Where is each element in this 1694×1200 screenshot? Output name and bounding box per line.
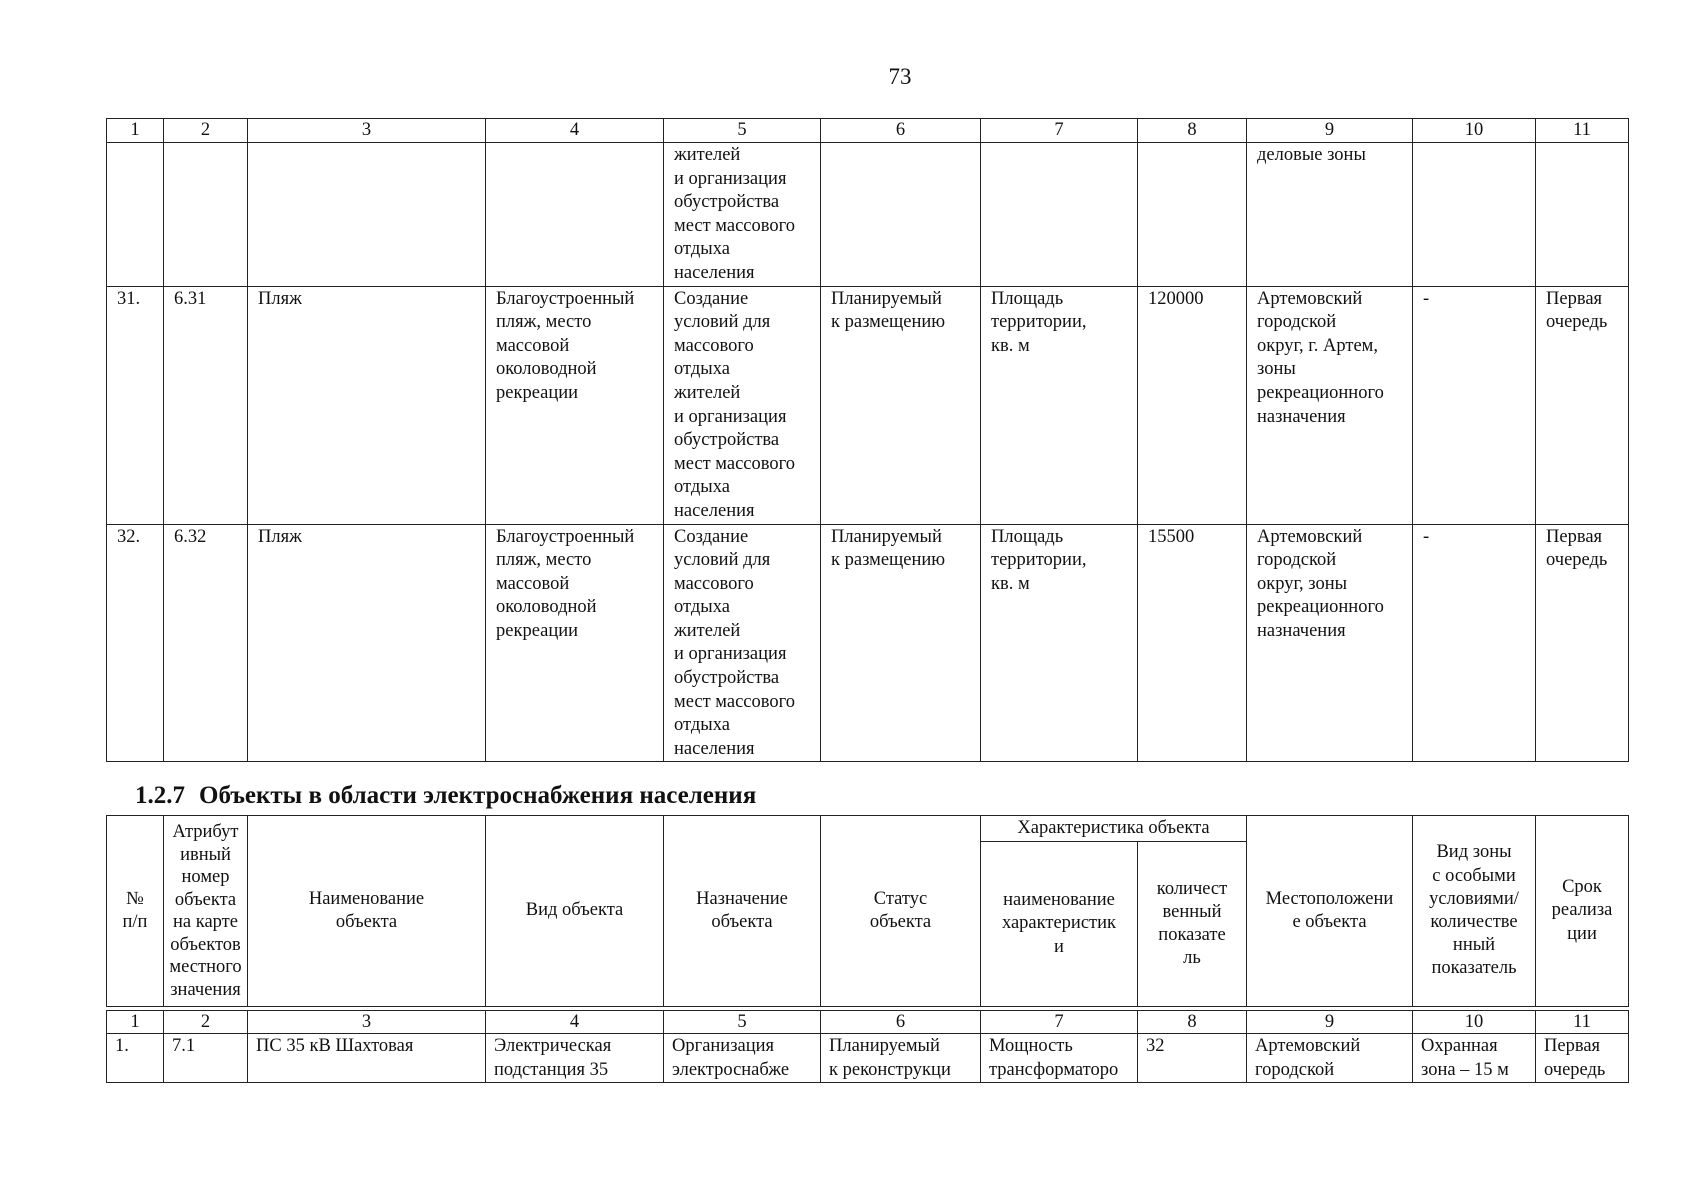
header-name: Наименование объекта (248, 816, 486, 1007)
purpose-cell: Создание условий для массового отдыха жителей и организация обустройства мест массового отдыха населения (664, 524, 821, 762)
object-name-cell: ПС 35 кВ Шахтовая (248, 1034, 486, 1083)
row-number-cell: 1. (107, 1034, 164, 1083)
col-number: 11 (1536, 1011, 1629, 1034)
table-row (107, 1034, 1629, 1083)
status-cell: Планируемый к размещению (821, 524, 981, 762)
header-char-name: наименование характеристик и (981, 842, 1138, 1007)
col-number: 5 (664, 1011, 821, 1034)
col-number: 2 (164, 1011, 248, 1034)
col-number: 10 (1413, 1011, 1536, 1034)
col-number: 3 (248, 1011, 486, 1034)
col-number: 4 (486, 119, 664, 143)
col-number: 1 (107, 119, 164, 143)
status-cell: Планируемый к реконструкци (821, 1034, 981, 1083)
char-name-cell: Площадь территории, кв. м (981, 524, 1138, 762)
column-number-row (107, 1011, 1629, 1034)
header-attr: Атрибут ивный номер объекта на карте объектов местного значения (164, 816, 248, 1007)
col-number: 10 (1413, 119, 1536, 143)
attr-number-cell: 7.1 (164, 1034, 248, 1083)
col-number: 8 (1138, 119, 1247, 143)
col-number: 7 (981, 119, 1138, 143)
object-name-cell: Пляж (248, 286, 486, 524)
header-zone: Вид зоны с особыми условиями/ количестве нный показатель (1413, 816, 1536, 1007)
term-cell: Первая очередь (1536, 286, 1629, 524)
col-number: 9 (1247, 119, 1413, 143)
purpose-cell: Создание условий для массового отдыха жителей и организация обустройства мест массового отдыха населения (664, 286, 821, 524)
location-cell: Артемовский городской (1247, 1034, 1413, 1083)
char-value-cell: 32 (1138, 1034, 1247, 1083)
object-kind-cell: Электрическая подстанция 35 (486, 1034, 664, 1083)
char-value-cell: 15500 (1138, 524, 1247, 762)
attr-number-cell: 6.31 (164, 286, 248, 524)
term-cell: Первая очередь (1536, 524, 1629, 762)
term-cell: Первая очередь (1536, 1034, 1629, 1083)
char-value-cell: 120000 (1138, 286, 1247, 524)
attr-number-cell: 6.32 (164, 524, 248, 762)
purpose-cell: Организация электроснабже (664, 1034, 821, 1083)
header-term: Срок реализа ции (1536, 816, 1629, 1007)
status-cell: Планируемый к размещению (821, 286, 981, 524)
table-row (107, 286, 1629, 524)
header-kind: Вид объекта (486, 816, 664, 1007)
row-number-cell: 31. (107, 286, 164, 524)
header-num: № п/п (107, 816, 164, 1007)
char-name-cell: Мощность трансформаторо (981, 1034, 1138, 1083)
col-number: 6 (821, 1011, 981, 1034)
row-number-cell: 32. (107, 524, 164, 762)
col-number: 9 (1247, 1011, 1413, 1034)
section-title: Объекты в области электроснабжения населения (199, 782, 757, 809)
zone-cell: - (1413, 524, 1536, 762)
char-name-cell: Площадь территории, кв. м (981, 286, 1138, 524)
section-heading (135, 782, 756, 810)
header-char-group: Характеристика объекта (981, 816, 1247, 842)
table-header (106, 815, 1629, 1007)
page-number: 73 (888, 64, 912, 89)
column-number-row (107, 119, 1629, 143)
location-cell: Артемовский городской округ, зоны рекреационного назначения (1247, 524, 1413, 762)
location-cell: Артемовский городской округ, г. Артем, зоны рекреационного назначения (1247, 286, 1413, 524)
purpose-cell: жителей и организация обустройства мест массового отдыха населения (664, 143, 821, 287)
col-number: 11 (1536, 119, 1629, 143)
zone-cell: Охранная зона – 15 м (1413, 1034, 1536, 1083)
col-number: 1 (107, 1011, 164, 1034)
section-number: 1.2.7 (135, 782, 185, 809)
table-row (107, 524, 1629, 762)
col-number: 6 (821, 119, 981, 143)
zone-cell: - (1413, 286, 1536, 524)
table-electro (106, 1010, 1629, 1083)
location-cell: деловые зоны (1247, 143, 1413, 287)
header-status: Статус объекта (821, 816, 981, 1007)
col-number: 4 (486, 1011, 664, 1034)
object-name-cell: Пляж (248, 524, 486, 762)
header-location: Местоположени е объекта (1247, 816, 1413, 1007)
col-number: 8 (1138, 1011, 1247, 1034)
col-number: 7 (981, 1011, 1138, 1034)
table-continuation (106, 118, 1629, 762)
col-number: 3 (248, 119, 486, 143)
table-row (107, 143, 1629, 287)
header-purpose: Назначение объекта (664, 816, 821, 1007)
col-number: 5 (664, 119, 821, 143)
object-kind-cell: Благоустроенный пляж, место массовой околоводной рекреации (486, 524, 664, 762)
object-kind-cell: Благоустроенный пляж, место массовой околоводной рекреации (486, 286, 664, 524)
header-char-value: количест венный показате ль (1138, 842, 1247, 1007)
col-number: 2 (164, 119, 248, 143)
